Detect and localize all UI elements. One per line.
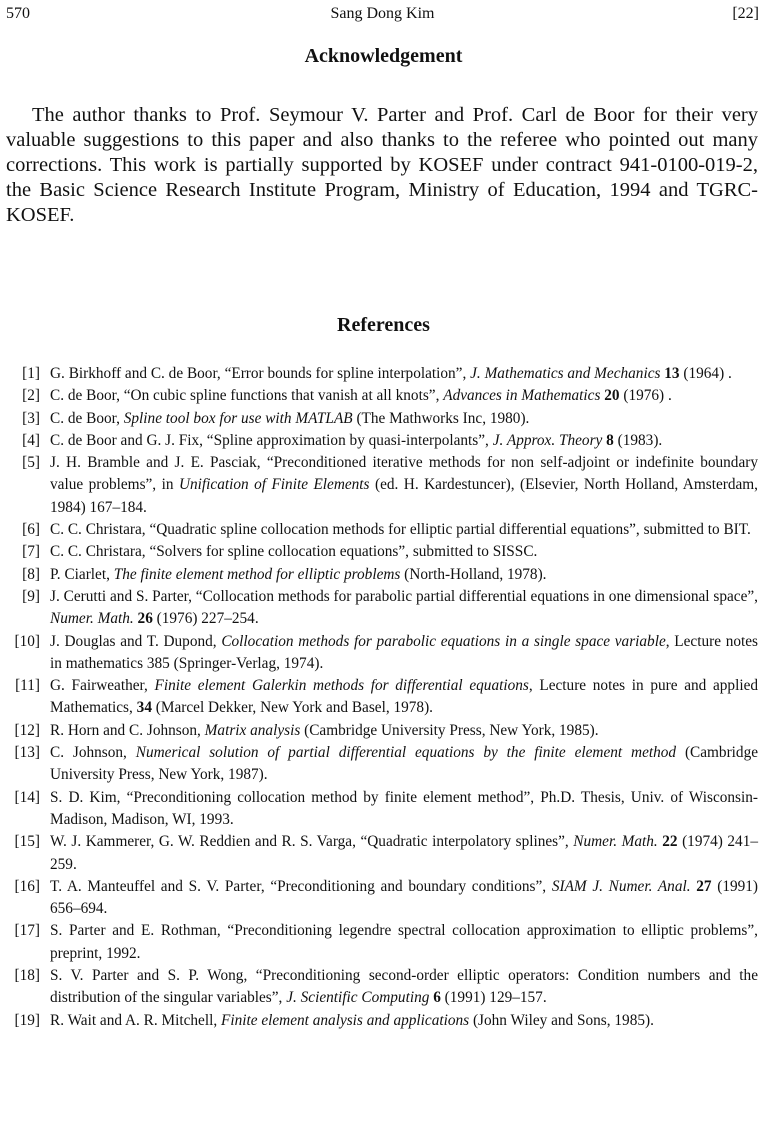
reference-item: [6, 586, 758, 631]
reference-source: Numer. Math.: [573, 833, 658, 851]
reference-item: [6, 965, 758, 1010]
reference-title: “On cubic spline functions that vanish at all knots”,: [123, 387, 444, 405]
reference-source: Finite element analysis and applications: [221, 1011, 470, 1029]
reference-details: (North-Holland, 1978).: [400, 565, 547, 583]
references-title: References: [337, 314, 430, 336]
reference-authors: S. V. Parter and S. P. Wong,: [50, 967, 256, 985]
page-number: 570: [6, 5, 30, 22]
reference-title: “Error bounds for spline interpolation”,: [224, 365, 471, 382]
reference-number: [2]: [22, 387, 40, 405]
reference-authors: J. Douglas and T. Dupond,: [50, 632, 222, 650]
reference-number: [10]: [14, 632, 40, 650]
reference-number: [14]: [14, 788, 40, 806]
reference-source: Matrix analysis: [204, 721, 301, 739]
reference-item: [6, 631, 758, 676]
reference-details: (1964) .: [679, 365, 732, 382]
reference-source: J. Scientific Computing: [286, 989, 430, 1007]
reference-number: [8]: [22, 565, 40, 583]
reference-details: (1974) 241–259.: [50, 833, 758, 873]
reference-item: [6, 541, 758, 563]
reference-details: (1976) 227–254.: [152, 610, 259, 628]
reference-source: SIAM J. Numer. Anal.: [551, 877, 691, 895]
reference-title: “Preconditioning legendre spectral collocation approximation to elliptic problems”, preprint, 1992.: [50, 922, 758, 962]
reference-item: [6, 385, 758, 407]
reference-source: Collocation methods for parabolic equations in a single space variable: [221, 632, 666, 650]
reference-item: [6, 363, 758, 385]
reference-number: [17]: [14, 922, 40, 940]
reference-details: (1991) 656–694.: [50, 877, 759, 918]
reference-details: (1976) .: [619, 387, 672, 405]
reference-authors: J. Cerutti and S. Parter,: [50, 587, 196, 605]
reference-item: [6, 1010, 758, 1032]
reference-details: (Cambridge University Press, New York, 1985).: [300, 721, 599, 739]
reference-details: (The Mathworks Inc, 1980).: [352, 409, 530, 427]
reference-title: “Preconditioning second-order elliptic operators: Condition numbers and the distribution of the singular variables”,: [50, 967, 758, 1007]
reference-item: [6, 564, 758, 586]
reference-volume: 8: [606, 431, 614, 449]
reference-number: [7]: [22, 543, 40, 561]
reference-title: “Quadratic spline collocation methods for elliptic partial differential equations”, submitted to BIT.: [149, 521, 751, 539]
reference-source: The finite element method for elliptic problems: [113, 565, 401, 583]
reference-item: [6, 742, 758, 787]
reference-authors: C. Johnson,: [50, 744, 136, 762]
reference-list: [6, 363, 758, 1032]
reference-source: Finite element Galerkin methods for differential equations: [154, 677, 529, 695]
reference-volume: 34: [136, 699, 152, 717]
reference-authors: C. C. Christara,: [50, 543, 150, 561]
reference-volume: 13: [664, 365, 680, 382]
reference-number: [12]: [14, 721, 40, 739]
reference-number: [13]: [14, 744, 40, 762]
reference-source: Numer. Math.: [50, 610, 134, 628]
reference-source: Unification of Finite Elements: [178, 476, 370, 494]
reference-details: (1991) 129–157.: [440, 989, 547, 1007]
reference-number: [5]: [22, 454, 40, 472]
reference-source: J. Approx. Theory: [492, 431, 603, 449]
acknowledgement-title: Acknowledgement: [304, 45, 463, 67]
reference-volume: 26: [137, 610, 153, 628]
reference-number: [18]: [14, 967, 40, 985]
reference-authors: G. Fairweather,: [50, 677, 155, 695]
reference-volume: 27: [696, 877, 712, 895]
reference-item: [6, 408, 758, 430]
reference-item: [6, 430, 758, 452]
reference-volume: 20: [604, 387, 620, 405]
reference-source: Numerical solution of partial differential equations by the finite element method: [135, 744, 677, 762]
reference-number: [4]: [22, 431, 40, 449]
reference-number: [16]: [14, 877, 40, 895]
reference-details: , Lecture notes in mathematics 385 (Springer-Verlag, 1974).: [50, 632, 759, 672]
reference-item: [6, 787, 758, 832]
reference-number: [3]: [22, 409, 40, 427]
reference-details: (John Wiley and Sons, 1985).: [469, 1011, 654, 1029]
reference-title: “Preconditioning and boundary conditions”,: [270, 877, 552, 895]
reference-title: “Collocation methods for parabolic partial differential equations in one dimensional space”,: [195, 587, 758, 605]
reference-authors: T. A. Manteuffel and S. V. Parter,: [50, 877, 271, 895]
reference-authors: C. de Boor,: [50, 387, 124, 405]
reference-authors: P. Ciarlet,: [50, 565, 114, 583]
reference-authors: C. C. Christara,: [50, 521, 150, 539]
reference-details: (Marcel Dekker, New York and Basel, 1978).: [151, 699, 434, 717]
reference-title: “Quadratic interpolatory splines”,: [360, 833, 574, 851]
reference-number: [19]: [14, 1011, 40, 1029]
reference-authors: R. Wait and A. R. Mitchell,: [50, 1011, 221, 1029]
reference-details: (Cambridge University Press, New York, 1987).: [50, 744, 759, 784]
reference-authors: J. H. Bramble and J. E. Pasciak,: [50, 454, 267, 472]
running-header: [6, 4, 759, 24]
reference-number: [1]: [22, 365, 40, 382]
reference-item: [6, 720, 758, 742]
article-number: [22]: [732, 5, 759, 22]
reference-authors: G. Birkhoff and C. de Boor,: [50, 365, 225, 382]
acknowledgement-text: The author thanks to Prof. Seymour V. Parter and Prof. Carl de Boor for their very valuable suggestions to this paper and also thanks to the referee who pointed out many corrections. This work is partially supported by KOSEF under contract 941-0100-019-2, the Basic Science Research Institute Program, Ministry of Education, 1994 and TGRC-KOSEF.: [6, 104, 758, 226]
reference-authors: S. Parter and E. Rothman,: [50, 922, 228, 940]
reference-title: “Solvers for spline collocation equations”, submitted to SISSC.: [149, 543, 538, 561]
reference-title: “Preconditioned iterative methods for non self-adjoint or indefinite boundary value problems”, in: [50, 454, 758, 494]
reference-item: [6, 831, 758, 876]
reference-details: (1983).: [613, 431, 663, 449]
reference-authors: C. de Boor,: [50, 409, 124, 427]
reference-note: , Lecture notes in pure and applied Mathematics,: [50, 677, 759, 717]
reference-item: [6, 519, 758, 541]
reference-item: [6, 675, 758, 720]
reference-number: [9]: [22, 587, 40, 605]
reference-authors: S. D. Kim,: [50, 788, 127, 806]
reference-number: [6]: [22, 521, 40, 539]
reference-source: Advances in Mathematics: [443, 387, 601, 405]
running-author: Sang Dong Kim: [330, 5, 435, 22]
reference-source: Spline tool box for use with MATLAB: [123, 409, 353, 427]
reference-volume: 6: [433, 989, 441, 1007]
reference-authors: W. J. Kammerer, G. W. Reddien and R. S. Varga,: [50, 833, 361, 851]
reference-number: [11]: [15, 677, 40, 695]
reference-item: [6, 920, 758, 965]
reference-details: (ed. H. Kardestuncer), (Elsevier, North Holland, Amsterdam, 1984) 167–184.: [50, 476, 758, 516]
reference-item: [6, 876, 758, 921]
reference-number: [15]: [14, 833, 40, 851]
reference-authors: C. de Boor and G. J. Fix,: [50, 431, 207, 449]
reference-item: [6, 452, 758, 519]
reference-title: “Preconditioning collocation method by finite element method”, Ph.D. Thesis, Univ. of Wisconsin-Madison, Madison, WI, 1993.: [50, 788, 758, 828]
reference-source: J. Mathematics and Mechanics: [470, 365, 661, 382]
reference-volume: 22: [662, 833, 678, 851]
reference-authors: R. Horn and C. Johnson,: [50, 721, 205, 739]
reference-title: “Spline approximation by quasi-interpolants”,: [206, 431, 493, 449]
